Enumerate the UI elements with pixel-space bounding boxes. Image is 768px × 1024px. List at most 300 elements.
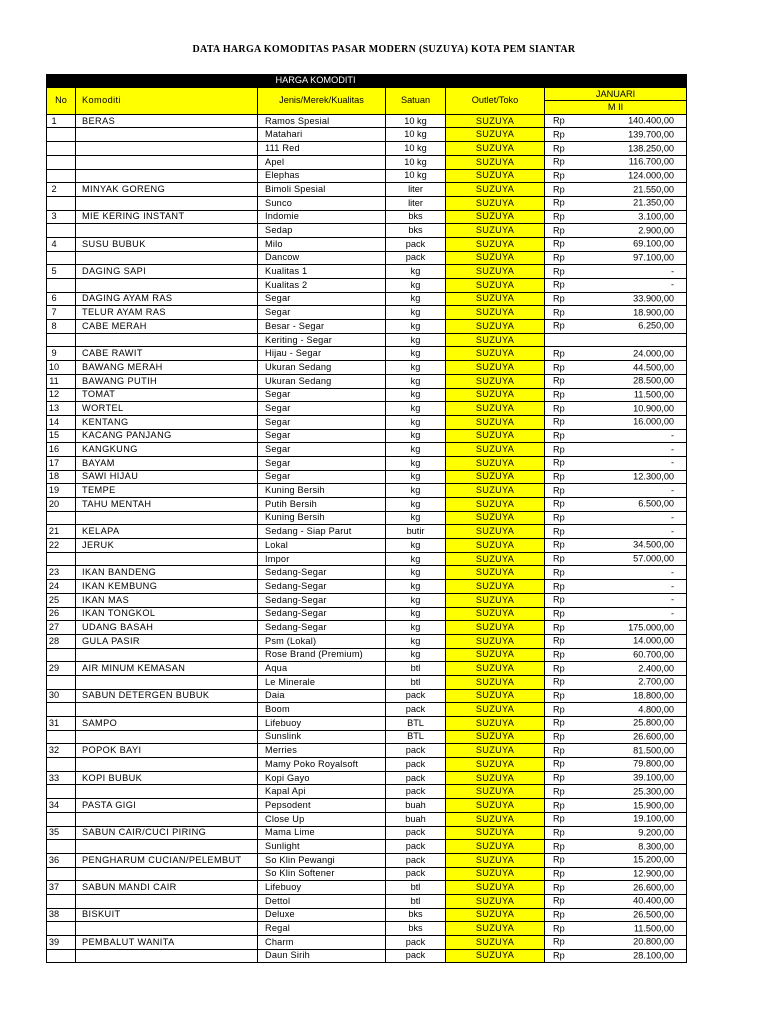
row-no: [47, 251, 76, 265]
row-satuan: buah: [386, 812, 446, 826]
row-satuan: liter: [386, 183, 446, 197]
row-no: [47, 155, 76, 169]
row-currency: Rp: [553, 279, 565, 290]
row-satuan: pack: [386, 251, 446, 265]
table-row: [47, 265, 687, 279]
table-row: [47, 210, 687, 224]
row-satuan: kg: [386, 402, 446, 416]
row-satuan: pack: [386, 826, 446, 840]
table-row: [47, 758, 687, 772]
row-price-value: 28.500,00: [633, 375, 675, 386]
row-price: [545, 484, 687, 498]
row-jenis: Segar: [258, 429, 386, 443]
row-no: 7: [47, 306, 76, 320]
row-outlet: SUZUYA: [446, 785, 545, 799]
row-outlet: SUZUYA: [446, 867, 545, 881]
row-satuan: kg: [386, 456, 446, 470]
row-komoditi: CABE RAWIT: [76, 347, 258, 361]
row-no: 6: [47, 292, 76, 306]
row-currency: Rp: [553, 375, 565, 386]
row-outlet: SUZUYA: [446, 374, 545, 388]
row-outlet: SUZUYA: [446, 415, 545, 429]
row-komoditi: IKAN MAS: [76, 593, 258, 607]
row-no: 12: [47, 388, 76, 402]
row-jenis: Milo: [258, 237, 386, 251]
row-satuan: pack: [386, 936, 446, 950]
row-outlet: SUZUYA: [446, 196, 545, 210]
row-price-value: 175.000,00: [628, 621, 675, 632]
row-price-value: 81.500,00: [633, 745, 675, 756]
row-price-value: -: [670, 430, 675, 441]
table-row: [47, 621, 687, 635]
row-komoditi: [76, 675, 258, 689]
row-price-value: 12.900,00: [633, 868, 675, 879]
table-row: [47, 320, 687, 334]
row-price-value: 21.350,00: [633, 197, 675, 208]
row-price: [545, 142, 687, 156]
row-no: 19: [47, 484, 76, 498]
table-row: [47, 580, 687, 594]
row-jenis: So Klin Pewangi: [258, 853, 386, 867]
row-currency: Rp: [553, 854, 565, 865]
row-satuan: butir: [386, 525, 446, 539]
row-komoditi: SAMPO: [76, 717, 258, 731]
row-komoditi: IKAN TONGKOL: [76, 607, 258, 621]
row-komoditi: TOMAT: [76, 388, 258, 402]
row-satuan: pack: [386, 785, 446, 799]
row-outlet: SUZUYA: [446, 320, 545, 334]
table-row: [47, 675, 687, 689]
row-komoditi: SABUN DETERGEN BUBUK: [76, 689, 258, 703]
row-currency: Rp: [553, 389, 565, 400]
table-row: [47, 196, 687, 210]
row-price-value: 4.800,00: [638, 704, 675, 715]
row-currency: Rp: [553, 608, 565, 619]
row-satuan: kg: [386, 443, 446, 457]
row-price-value: 60.700,00: [633, 649, 675, 660]
table-row: [47, 566, 687, 580]
row-komoditi: JERUK: [76, 539, 258, 553]
row-currency: Rp: [553, 635, 565, 646]
table-row: [47, 881, 687, 895]
row-price-value: -: [670, 444, 675, 455]
row-currency: Rp: [553, 348, 565, 359]
table-row: [47, 703, 687, 717]
row-komoditi: MIE KERING INSTANT: [76, 210, 258, 224]
row-currency: Rp: [553, 840, 565, 851]
row-jenis: Segar: [258, 402, 386, 416]
row-no: 22: [47, 539, 76, 553]
row-satuan: bks: [386, 908, 446, 922]
row-satuan: kg: [386, 347, 446, 361]
row-outlet: SUZUYA: [446, 566, 545, 580]
table-row: [47, 470, 687, 484]
row-jenis: 111 Red: [258, 142, 386, 156]
row-currency: Rp: [553, 758, 565, 769]
row-currency: Rp: [553, 211, 565, 222]
row-satuan: kg: [386, 470, 446, 484]
table-row: [47, 169, 687, 183]
row-price-value: 9.200,00: [638, 827, 675, 838]
row-currency: Rp: [553, 416, 565, 427]
row-outlet: SUZUYA: [446, 279, 545, 293]
row-currency: Rp: [553, 772, 565, 783]
table-row: [47, 593, 687, 607]
row-jenis: So Klin Softener: [258, 867, 386, 881]
row-no: [47, 511, 76, 525]
row-price-value: -: [670, 512, 675, 523]
row-no: [47, 169, 76, 183]
row-no: 31: [47, 717, 76, 731]
row-no: [47, 675, 76, 689]
row-price-value: 11.500,00: [633, 923, 675, 934]
row-price: [545, 840, 687, 854]
row-komoditi: KANGKUNG: [76, 443, 258, 457]
row-no: [47, 552, 76, 566]
row-komoditi: PASTA GIGI: [76, 799, 258, 813]
row-satuan: btl: [386, 894, 446, 908]
row-outlet: SUZUYA: [446, 183, 545, 197]
row-price-value: 69.100,00: [633, 238, 675, 249]
row-satuan: bks: [386, 224, 446, 238]
row-outlet: SUZUYA: [446, 251, 545, 265]
row-outlet: SUZUYA: [446, 908, 545, 922]
row-satuan: pack: [386, 237, 446, 251]
row-no: 23: [47, 566, 76, 580]
row-price-value: -: [670, 526, 675, 537]
row-jenis: Mamy Poko Royalsoft: [258, 758, 386, 772]
row-price: [545, 429, 687, 443]
row-no: [47, 196, 76, 210]
header-outlet: Outlet/Toko: [446, 88, 545, 115]
row-no: 28: [47, 634, 76, 648]
row-currency: Rp: [553, 266, 565, 277]
row-komoditi: SABUN MANDI CAIR: [76, 881, 258, 895]
row-currency: Rp: [553, 923, 565, 934]
row-satuan: kg: [386, 374, 446, 388]
row-komoditi: DAGING SAPI: [76, 265, 258, 279]
row-currency: Rp: [553, 936, 565, 947]
row-outlet: SUZUYA: [446, 703, 545, 717]
row-jenis: Segar: [258, 415, 386, 429]
row-price: [545, 388, 687, 402]
row-price: [545, 744, 687, 758]
row-jenis: Matahari: [258, 128, 386, 142]
row-price: [545, 183, 687, 197]
table-row: [47, 539, 687, 553]
row-currency: Rp: [553, 594, 565, 605]
row-komoditi: BISKUIT: [76, 908, 258, 922]
row-currency: Rp: [553, 225, 565, 236]
row-komoditi: KELAPA: [76, 525, 258, 539]
row-currency: Rp: [553, 868, 565, 879]
row-satuan: kg: [386, 498, 446, 512]
table-row: [47, 812, 687, 826]
row-outlet: SUZUYA: [446, 511, 545, 525]
row-jenis: Kopi Gayo: [258, 771, 386, 785]
row-price: [545, 415, 687, 429]
row-outlet: SUZUYA: [446, 429, 545, 443]
row-price-value: 8.300,00: [638, 840, 675, 851]
row-price: [545, 552, 687, 566]
row-outlet: SUZUYA: [446, 552, 545, 566]
row-price-value: 18.900,00: [633, 307, 675, 318]
row-outlet: SUZUYA: [446, 758, 545, 772]
table-row: [47, 128, 687, 142]
row-price-value: 11.500,00: [633, 389, 675, 400]
row-no: [47, 730, 76, 744]
row-satuan: kg: [386, 607, 446, 621]
row-price-value: 21.550,00: [633, 183, 675, 194]
row-no: 17: [47, 456, 76, 470]
row-satuan: 10 kg: [386, 114, 446, 128]
price-table-body: [47, 75, 687, 963]
row-jenis: Apel: [258, 155, 386, 169]
row-outlet: SUZUYA: [446, 539, 545, 553]
row-satuan: btl: [386, 662, 446, 676]
row-jenis: Elephas: [258, 169, 386, 183]
row-price-value: 116.700,00: [628, 156, 675, 167]
row-price: [545, 566, 687, 580]
row-price: [545, 593, 687, 607]
row-price: [545, 634, 687, 648]
row-outlet: SUZUYA: [446, 142, 545, 156]
row-satuan: pack: [386, 703, 446, 717]
row-no: 10: [47, 361, 76, 375]
row-currency: Rp: [553, 307, 565, 318]
top-header-blank-cell: [545, 75, 687, 88]
table-row: [47, 251, 687, 265]
row-satuan: kg: [386, 279, 446, 293]
row-jenis: Segar: [258, 443, 386, 457]
table-row: [47, 936, 687, 950]
row-satuan: 10 kg: [386, 128, 446, 142]
row-price-value: 79.800,00: [633, 758, 675, 769]
row-price: [545, 498, 687, 512]
table-row: [47, 648, 687, 662]
row-outlet: SUZUYA: [446, 443, 545, 457]
row-price-value: 15.200,00: [633, 854, 675, 865]
row-jenis: Daia: [258, 689, 386, 703]
row-satuan: kg: [386, 593, 446, 607]
row-satuan: kg: [386, 361, 446, 375]
harga-komoditi-header: [47, 75, 545, 88]
row-jenis: Rose Brand (Premium): [258, 648, 386, 662]
row-currency: Rp: [553, 498, 565, 509]
row-price: [545, 196, 687, 210]
row-komoditi: TELUR AYAM RAS: [76, 306, 258, 320]
row-price-value: 6.500,00: [638, 498, 675, 509]
row-jenis: Lifebuoy: [258, 881, 386, 895]
row-price-value: 97.100,00: [633, 252, 675, 263]
row-currency: Rp: [553, 539, 565, 550]
row-price-value: -: [670, 457, 675, 468]
table-row: [47, 853, 687, 867]
row-currency: Rp: [553, 444, 565, 455]
row-price-value: 140.400,00: [628, 115, 675, 126]
row-jenis: Kuning Bersih: [258, 484, 386, 498]
row-jenis: Mama Lime: [258, 826, 386, 840]
row-jenis: Putih Bersih: [258, 498, 386, 512]
row-price: [545, 662, 687, 676]
row-currency: Rp: [553, 457, 565, 468]
row-satuan: bks: [386, 922, 446, 936]
row-jenis: Regal: [258, 922, 386, 936]
row-no: [47, 648, 76, 662]
row-komoditi: [76, 812, 258, 826]
row-no: 34: [47, 799, 76, 813]
row-price-value: 2.400,00: [638, 663, 675, 674]
row-outlet: SUZUYA: [446, 169, 545, 183]
row-currency: Rp: [553, 676, 565, 687]
row-price-value: 12.300,00: [633, 471, 675, 482]
row-outlet: SUZUYA: [446, 498, 545, 512]
row-satuan: kg: [386, 306, 446, 320]
row-price-value: 18.800,00: [633, 690, 675, 701]
row-currency: Rp: [553, 786, 565, 797]
row-currency: Rp: [553, 361, 565, 372]
row-jenis: Ukuran Sedang: [258, 374, 386, 388]
row-price-value: 19.100,00: [633, 813, 675, 824]
row-komoditi: KACANG PANJANG: [76, 429, 258, 443]
row-komoditi: BAWANG PUTIH: [76, 374, 258, 388]
row-price-value: 20.800,00: [633, 936, 675, 947]
row-jenis: Sedang-Segar: [258, 607, 386, 621]
row-no: 3: [47, 210, 76, 224]
row-outlet: SUZUYA: [446, 648, 545, 662]
row-price-value: -: [670, 279, 675, 290]
row-price-value: 39.100,00: [633, 772, 675, 783]
row-currency: Rp: [553, 115, 565, 126]
row-price: [545, 224, 687, 238]
table-row: [47, 922, 687, 936]
row-komoditi: IKAN BANDENG: [76, 566, 258, 580]
table-row: [47, 717, 687, 731]
row-satuan: btl: [386, 881, 446, 895]
row-satuan: kg: [386, 539, 446, 553]
row-price: [545, 155, 687, 169]
row-no: [47, 758, 76, 772]
row-satuan: kg: [386, 333, 446, 347]
table-row: [47, 730, 687, 744]
row-jenis: Segar: [258, 306, 386, 320]
row-satuan: bks: [386, 210, 446, 224]
row-jenis: Psm (Lokal): [258, 634, 386, 648]
row-jenis: Kualitas 2: [258, 279, 386, 293]
row-price-value: 3.100,00: [638, 211, 675, 222]
row-komoditi: UDANG BASAH: [76, 621, 258, 635]
table-row: [47, 415, 687, 429]
row-currency: Rp: [553, 690, 565, 701]
row-komoditi: PEMBALUT WANITA: [76, 936, 258, 950]
row-jenis: Sedap: [258, 224, 386, 238]
row-no: 16: [47, 443, 76, 457]
row-no: 21: [47, 525, 76, 539]
table-row: [47, 155, 687, 169]
row-jenis: Segar: [258, 292, 386, 306]
row-komoditi: AIR MINUM KEMASAN: [76, 662, 258, 676]
header-jenis: Jenis/Merek/Kualitas: [258, 88, 386, 115]
row-jenis: Segar: [258, 388, 386, 402]
row-komoditi: POPOK BAYI: [76, 744, 258, 758]
row-currency: Rp: [553, 293, 565, 304]
row-price-value: -: [670, 485, 675, 496]
row-currency: Rp: [553, 882, 565, 893]
row-currency: Rp: [553, 717, 565, 728]
row-jenis: Pepsodent: [258, 799, 386, 813]
row-no: [47, 333, 76, 347]
row-outlet: SUZUYA: [446, 388, 545, 402]
price-table: [46, 74, 687, 963]
row-satuan: kg: [386, 648, 446, 662]
row-price: [545, 511, 687, 525]
row-price-value: 26.500,00: [633, 909, 675, 920]
table-row: [47, 826, 687, 840]
row-jenis: Segar: [258, 456, 386, 470]
row-currency: Rp: [553, 320, 565, 331]
table-row: [47, 237, 687, 251]
row-komoditi: CABE MERAH: [76, 320, 258, 334]
table-row: [47, 279, 687, 293]
row-outlet: SUZUYA: [446, 210, 545, 224]
row-currency: Rp: [553, 485, 565, 496]
row-no: [47, 142, 76, 156]
row-no: [47, 703, 76, 717]
row-price-value: 26.600,00: [633, 731, 675, 742]
row-currency: Rp: [553, 142, 565, 153]
row-currency: Rp: [553, 526, 565, 537]
row-jenis: Boom: [258, 703, 386, 717]
table-row: [47, 443, 687, 457]
row-outlet: SUZUYA: [446, 936, 545, 950]
table-row: [47, 183, 687, 197]
table-row: [47, 511, 687, 525]
row-outlet: SUZUYA: [446, 607, 545, 621]
table-row: [47, 224, 687, 238]
row-outlet: SUZUYA: [446, 361, 545, 375]
row-currency: Rp: [553, 799, 565, 810]
row-jenis: Le Minerale: [258, 675, 386, 689]
row-outlet: SUZUYA: [446, 922, 545, 936]
row-price: [545, 320, 687, 334]
row-komoditi: [76, 730, 258, 744]
row-outlet: SUZUYA: [446, 593, 545, 607]
row-no: [47, 812, 76, 826]
document-title: DATA HARGA KOMODITAS PASAR MODERN (SUZUYA) KOTA PEM SIANTAR: [192, 44, 576, 55]
row-komoditi: [76, 648, 258, 662]
row-komoditi: DAGING AYAM RAS: [76, 292, 258, 306]
row-currency: Rp: [553, 950, 565, 961]
row-no: 13: [47, 402, 76, 416]
row-currency: Rp: [553, 909, 565, 920]
row-price: [545, 771, 687, 785]
row-outlet: SUZUYA: [446, 717, 545, 731]
row-no: 4: [47, 237, 76, 251]
row-komoditi: [76, 552, 258, 566]
row-no: [47, 949, 76, 963]
row-satuan: pack: [386, 840, 446, 854]
row-komoditi: PENGHARUM CUCIAN/PELEMBUT: [76, 853, 258, 867]
row-outlet: SUZUYA: [446, 853, 545, 867]
row-komoditi: [76, 511, 258, 525]
row-price: [545, 675, 687, 689]
table-row: [47, 949, 687, 963]
table-row: [47, 484, 687, 498]
row-outlet: SUZUYA: [446, 894, 545, 908]
row-currency: Rp: [553, 252, 565, 263]
row-outlet: SUZUYA: [446, 580, 545, 594]
row-komoditi: BAWANG MERAH: [76, 361, 258, 375]
